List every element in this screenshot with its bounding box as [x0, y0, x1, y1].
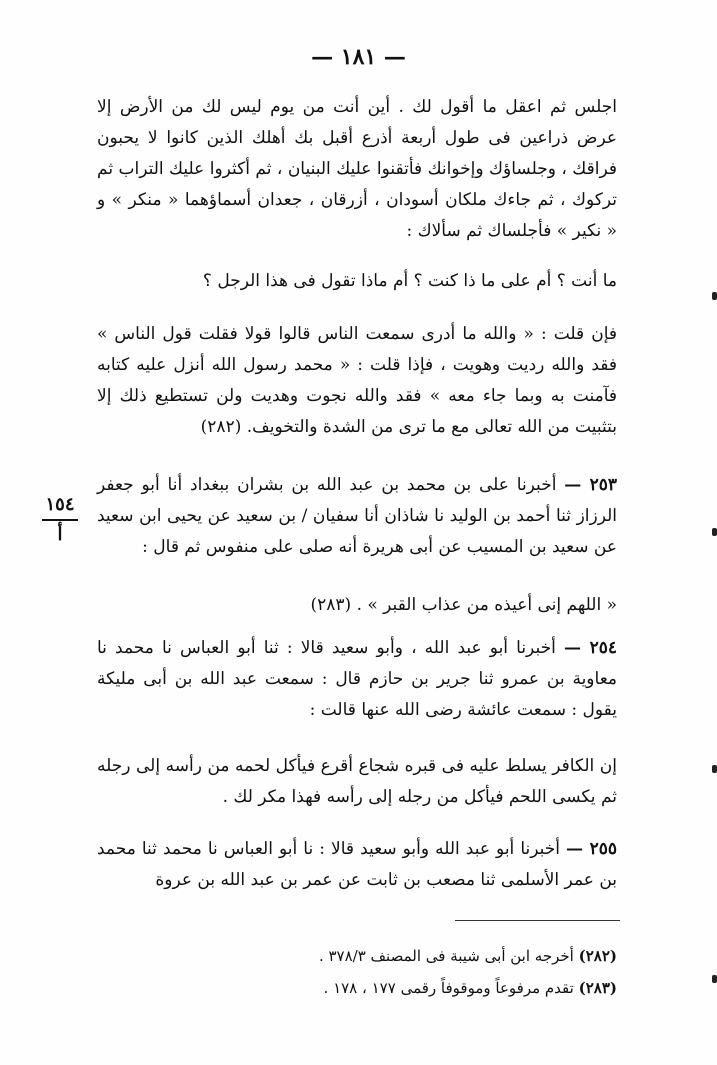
- paragraph-7: [97, 751, 617, 813]
- paragraph-text: إن الكافر يسلط عليه فى قبره شجاع أقرع فيأكل لحمه من رأسه إلى رجله ثم يكسى اللحم فيأكل من رجله إلى رأسه فهذا مكر لك .: [97, 756, 617, 807]
- hadith-253: [97, 470, 617, 563]
- paragraph-text: أخبرنا أبو عبد الله ، وأبو سعيد قالا : ثنا أبو العباس نا محمد نا معاوية بن عمرو ثنا جرير بن حازم قال : سمعت عبد الله بن أبى مليكة يقول : سمعت عائشة رضى الله عنها قالت :: [97, 638, 617, 720]
- manuscript-folio-reference: [40, 495, 80, 545]
- paragraph-2: [97, 266, 617, 297]
- footnote-text: تقدم مرفوعاً وموقوفاً رقمى ١٧٧ ، ١٧٨ .: [323, 979, 574, 997]
- paragraph-5: [97, 590, 617, 621]
- scan-artifact: [712, 765, 717, 773]
- hadith-number: ٢٥٣ —: [564, 475, 618, 495]
- page-number: — ١٨١ —: [311, 44, 406, 70]
- paragraph-text: فإن قلت : « والله ما أدرى سمعت الناس قالوا قولا فقلت قول الناس » فقد والله رديت وهويت ، فإذا قلت : « محمد رسول الله أنزل عليه كتابه فآمنت به وبما جاء معه » فقد والله نجوت وهديت ولن تستطيع ذلك إلا بتثبيت من الله تعالى مع ما ترى من الشدة والتخويف. (٢٨٢): [97, 324, 617, 437]
- paragraph-text: « اللهم إنى أعيذه من عذاب القبر » . (٢٨٣): [310, 595, 617, 615]
- paragraph-text: ما أنت ؟ أم على ما ذا كنت ؟ أم ماذا تقول فى هذا الرجل ؟: [202, 271, 617, 291]
- hadith-number: ٢٥٤ —: [563, 638, 618, 658]
- scan-artifact: [712, 975, 717, 983]
- footnotes: [97, 940, 617, 1004]
- footnote-text: أخرجه ابن أبى شيبة فى المصنف ٣٧٨/٣ .: [318, 947, 574, 965]
- paragraph-text: اجلس ثم اعقل ما أقول لك . أين أنت من يوم ليس لك من الأرض إلا عرض ذراعين فى طول أربعة أذرع أقبل بك أهلك الذين كانوا لا يحبون فراقك ، وجلساؤك وإخوانك فأتقنوا عليك البنيان ، ثم أكثروا عليك التراب ثم تركوك ، ثم جاءك ملكان أسودان ، أزرقان ، جعدان أسماؤهما « منكر » و « نكير » فأجلساك ثم سألاك :: [97, 97, 617, 241]
- folio-side: أ: [57, 524, 63, 545]
- paragraph-text: أخبرنا على بن محمد بن عبد الله بن بشران ببغداد أنا أبو جعفر الرزاز ثنا أحمد بن الوليد نا شاذان أنا سفيان / بن سعيد عن يحيى ابن سعيد عن سعيد بن المسيب عن أبى هريرة أنه صلى على منفوس ثم قال :: [97, 475, 617, 557]
- footnote-separator: [455, 920, 620, 921]
- scan-artifact: [712, 292, 717, 300]
- footnote-282: [97, 940, 617, 972]
- scan-artifact: [712, 528, 717, 536]
- paragraph-3: [97, 319, 617, 443]
- footnote-marker: (٢٨٣): [578, 979, 617, 997]
- footnote-283: [97, 972, 617, 1004]
- footnote-marker: (٢٨٢): [578, 947, 617, 965]
- hadith-255: [97, 834, 617, 896]
- paragraph-1: [97, 92, 617, 247]
- hadith-number: ٢٥٥ —: [566, 839, 617, 859]
- paragraph-text: أخبرنا أبو عبد الله وأبو سعيد قالا : نا أبو العباس نا محمد ثنا محمد بن عمر الأسلمى ثنا مصعب بن ثابت عن عمر بن عبد الله بن عروة: [97, 839, 617, 890]
- folio-divider: [42, 519, 78, 521]
- folio-number: ١٥٤: [45, 494, 75, 515]
- hadith-254: [97, 633, 617, 726]
